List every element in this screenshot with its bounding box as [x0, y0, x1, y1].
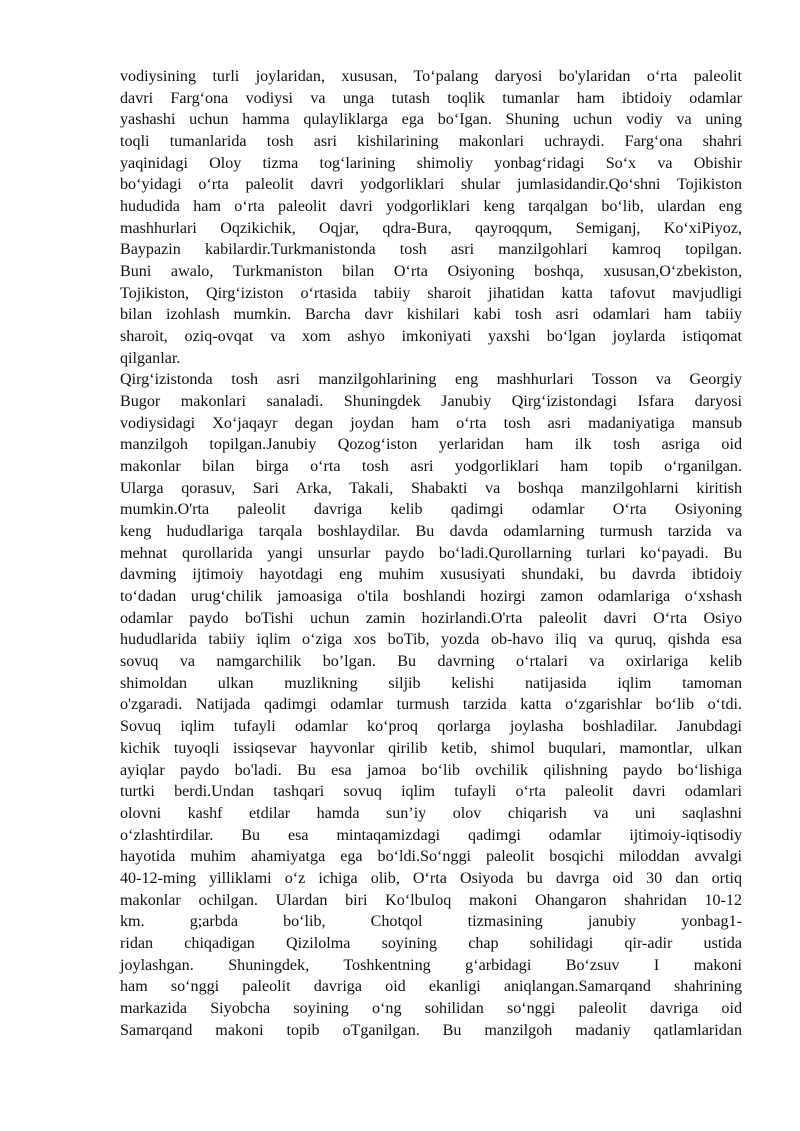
text-line: kichik tuyoqli issiqsevar hayvonlar qirilib ketib, shimol buqulari, mamontlar, ulkan — [120, 739, 742, 757]
text-line: vodiysining turli joylaridan, xususan, To‘palang daryosi bo'ylaridan o‘rta paleolit — [120, 68, 742, 85]
text-line: shimoldan ulkan muzlikning siljib kelishi natijasida iqlim tamoman — [120, 674, 742, 692]
text-line: olovni kashf etdilar hamda sun’iy olov chiqarish va uni saqlashni — [120, 804, 742, 822]
text-line: markazida Siyobcha soyining o‘ng sohilidan so‘nggi paleolit davriga oid — [120, 999, 742, 1017]
text-line: o'zgaradi. Natijada qadimgi odamlar turmush tarzida katta o‘zgarishlar bo‘lib o‘tdi. — [120, 696, 742, 714]
text-line: hududlarida tabiiy iqlim o‘ziga xos boTib, yozda ob-havo iliq va quruq, qishda esa — [120, 631, 742, 649]
document-page — [120, 66, 742, 1041]
text-line: turtki berdi.Undan tashqari sovuq iqlim tufayli o‘rta paleolit davri odamlari — [120, 783, 742, 801]
text-line: Sovuq iqlim tufayli odamlar ko‘proq qorlarga joylasha boshladilar. Janubdagi — [120, 718, 742, 736]
text-line: mehnat qurollarida yangi unsurlar paydo bo‘ladi.Qurollarning turlari ko‘payadi. Bu — [120, 544, 742, 562]
text-line: toqli tumanlarida tosh asri kishilarining makonlari uchraydi. Farg‘ona shahri — [120, 133, 742, 151]
text-line: yashashi uchun hamma qulayliklarga ega bo‘Igan. Shuning uchun vodiy va uning — [120, 111, 742, 129]
text-line: manzilgoh topilgan.Janubiy Qozog‘iston yerlaridan ham ilk tosh asriga oid — [120, 436, 742, 454]
paragraph — [120, 369, 742, 1041]
text-line: Samarqand makoni topib oTganilgan. Bu manzilgoh madaniy qatlamlaridan — [120, 1021, 742, 1039]
text-line: ridan chiqadigan Qizilolma soyining chap sohilidagi qir-adir ustida — [120, 934, 742, 952]
text-line: joylashgan. Shuningdek, Toshkentning g‘arbidagi Bo‘zsuv I makoni — [120, 956, 742, 974]
text-line: ayiqlar paydo bo'ladi. Bu esa jamoa bo‘lib ovchilik qilishning paydo bo‘lishiga — [120, 761, 742, 779]
text-line: mumkin.O'rta paleolit davriga kelib qadimgi odamlar O‘rta Osiyoning — [120, 501, 742, 519]
text-line: odamlar paydo boTishi uchun zamin hozirlandi.O'rta paleolit davri O‘rta Osiyo — [120, 609, 742, 627]
text-line: Buni awalo, Turkmaniston bilan O‘rta Osiyoning boshqa, xususan,O‘zbekiston, — [120, 263, 742, 281]
text-line: Tojikiston, Qirg‘iziston o‘rtasida tabiiy sharoit jihatidan katta tafovut mavjudligi — [120, 284, 742, 302]
text-line: makonlar ochilgan. Ulardan biri Ko‘lbuloq makoni Ohangaron shahridan 10-12 — [120, 891, 742, 909]
text-line: davri Farg‘ona vodiysi va unga tutash toqlik tumanlar ham ibtidoiy odamlar — [120, 89, 742, 107]
paragraph — [120, 66, 742, 369]
text-line: yaqinidagi Oloy tizma tog‘larining shimoliy yonbag‘ridagi So‘x va Obishir — [120, 154, 742, 172]
text-line: Baypazin kabilardir.Turkmanistonda tosh asri manzilgohlari kamroq topilgan. — [120, 241, 742, 259]
text-line: ham so‘nggi paleolit davriga oid ekanligi aniqlangan.Samarqand shahrining — [120, 978, 742, 996]
text-line: Bugor makonlari sanaladi. Shuningdek Janubiy Qirg‘izistondagi Isfara daryosi — [120, 393, 742, 411]
text-line: hududida ham o‘rta paleolit davri yodgorliklari keng tarqalgan bo‘lib, ulardan eng — [120, 198, 742, 216]
text-line: to‘dadan urug‘chilik jamoasiga o'tila boshlandi hozirgi zamon odamlariga o‘xshash — [120, 588, 742, 606]
text-line: hayotida muhim ahamiyatga ega bo‘ldi.So‘nggi paleolit bosqichi miloddan avvalgi — [120, 848, 742, 866]
text-line: keng hududlariga tarqala boshlaydilar. Bu davda odamlarning turmush tarzida va — [120, 523, 742, 541]
text-line: 40-12-ming yilliklami o‘z ichiga olib, O‘rta Osiyoda bu davrga oid 30 dan ortiq — [120, 869, 742, 887]
text-line: davming ijtimoiy hayotdagi eng muhim xususiyati shundaki, bu davrda ibtidoiy — [120, 566, 742, 584]
text-line: qilganlar. — [120, 349, 181, 367]
text-line: makonlar bilan birga o‘rta tosh asri yodgorliklari ham topib o‘rganilgan. — [120, 458, 742, 476]
text-line: o‘zlashtirdilar. Bu esa mintaqamizdagi qadimgi odamlar ijtimoiy-iqtisodiy — [120, 826, 742, 844]
text-line: Ularga qorasuv, Sari Arka, Takali, Shabakti va boshqa manzilgohlarni kiritish — [120, 479, 742, 497]
text-line: mashhurlari Oqzikichik, Oqjar, qdra-Bura, qayroqqum, Semiganj, Ko‘xiPiyoz, — [120, 219, 742, 237]
text-line: bilan izohlash mumkin. Barcha davr kishilari kabi tosh asri odamlari ham tabiiy — [120, 306, 742, 324]
text-line: bo‘yidagi o‘rta paleolit davri yodgorliklari shular jumlasidandir.Qo‘shni Tojikiston — [120, 176, 742, 194]
text-line: sovuq va namgarchilik bo’lgan. Bu davrning o‘rtalari va oxirlariga kelib — [120, 653, 742, 671]
text-line: km. g;arbda bo‘lib, Chotqol tizmasining janubiy yonbag1- — [120, 913, 742, 931]
text-line: vodiysidagi Xo‘jaqayr degan joydan ham o‘rta tosh asri madaniyatiga mansub — [120, 414, 742, 432]
text-line: Qirg‘izistonda tosh asri manzilgohlarining eng mashhurlari Tosson va Georgiy — [120, 371, 742, 389]
text-line: sharoit, oziq-ovqat va xom ashyo imkoniyati yaxshi bo‘lgan joylarda istiqomat — [120, 328, 742, 346]
